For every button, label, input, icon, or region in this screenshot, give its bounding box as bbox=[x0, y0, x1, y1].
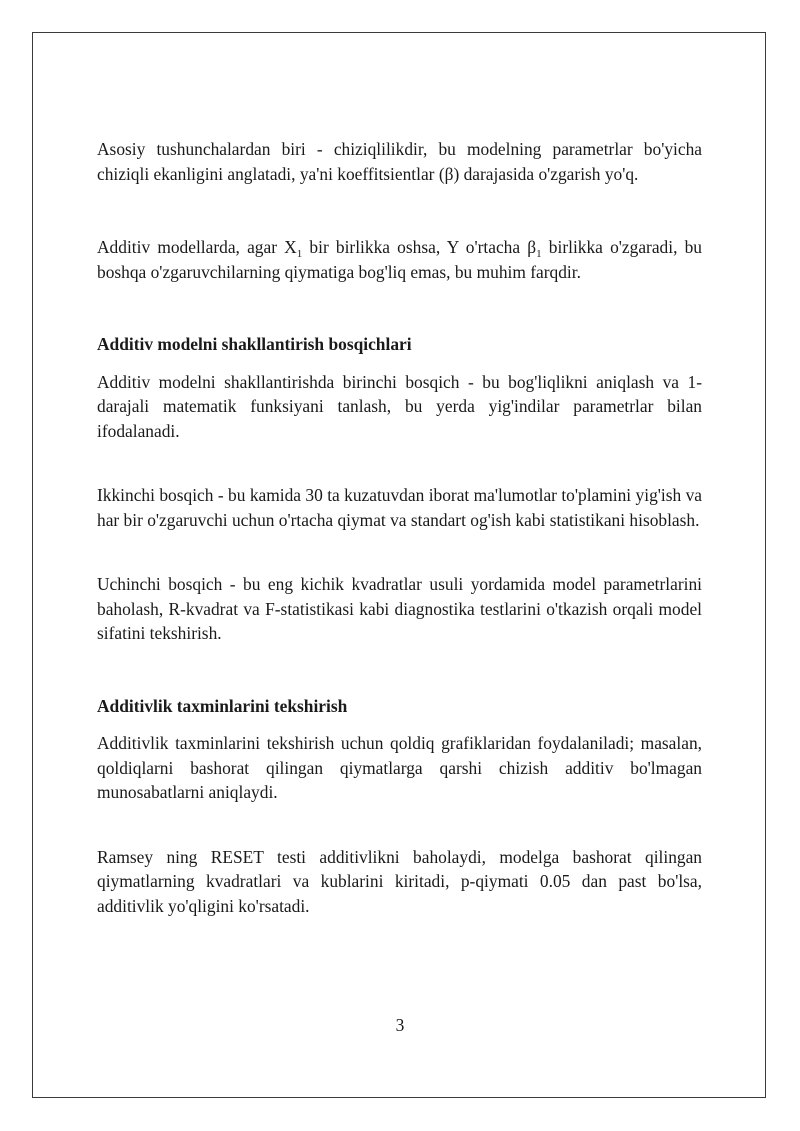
paragraph-chiziqlilik: Asosiy tushunchalardan biri - chiziqlilikdir, bu modelning parametrlar bo'yicha chiziqli ekanligini anglatadi, ya'ni koeffitsientlar (β) darajasida o'zgarish yo'q. bbox=[97, 139, 702, 184]
paragraph-uchinchi-bosqich: Uchinchi bosqich - bu eng kichik kvadratlar usuli yordamida model parametrlarini baholash, R-kvadrat va F-statistikasi kabi diagnostika testlarini o'tkazish orqali model sifatini tekshirish. bbox=[97, 574, 702, 643]
document-body bbox=[97, 137, 702, 918]
paragraph-ramsey-reset: Ramsey ning RESET testi additivlikni baholaydi, modelga bashorat qilingan qiymatlarning kvadratlari va kublarini kiritadi, p-qiymati 0.05 dan past bo'lsa, additivlik yo'qligini ko'rsatadi. bbox=[97, 846, 702, 916]
text-segment: Additiv modellarda, agar X bbox=[97, 237, 297, 257]
page-number: 3 bbox=[395, 1015, 405, 1035]
subscript: 1 bbox=[296, 248, 303, 260]
paragraph-additiv-modellar bbox=[97, 235, 702, 284]
section-heading: Additivlik taxminlarini tekshirish bbox=[97, 695, 348, 716]
paragraph-ikkinchi-bosqich: Ikkinchi bosqich - bu kamida 30 ta kuzatuvdan iborat ma'lumotlar to'plamini yig'ish va har bir o'zgaruvchi uchun o'rtacha qiymat va standart og'ish kabi statistikani hisoblash. bbox=[97, 485, 702, 530]
subscript: 1 bbox=[536, 248, 542, 260]
paragraph-birinchi-bosqich: Additiv modelni shakllantirishda birinchi bosqich - bu bog'liqlikni aniqlash va 1-darajali matematik funksiyani tanlash, bu yerda yig'indilar parametrlar bilan ifodalanadi. bbox=[97, 371, 702, 441]
section-heading: Additiv modelni shakllantirish bosqichlari bbox=[97, 334, 412, 354]
paragraph-qoldiq-grafiklari: Additivlik taxminlarini tekshirish uchun qoldiq grafiklaridan foydalaniladi; masalan, qoldiqlarni bashorat qilingan qiymatlarga qarshi chizish additiv bo'lmagan munosabatlarni aniqlaydi. bbox=[97, 733, 702, 802]
text-segment: birlikka o'zgaradi, bu boshqa o'zgaruvchilarning qiymatiga bog'liq emas, bu muhim farqdir. bbox=[97, 237, 702, 282]
text-segment: bir birlikka oshsa, Y o'rtacha β bbox=[302, 237, 537, 257]
